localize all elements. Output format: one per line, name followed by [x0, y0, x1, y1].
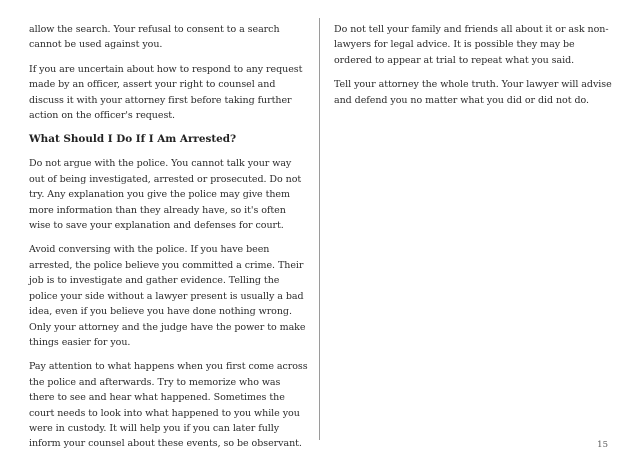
- right-paragraph-1: Do not tell your family and friends all about it or ask non-lawyers for legal advice. It is possible they may be ordered to appear at trial to repeat what you said.: [334, 24, 609, 66]
- left-paragraph-3: Do not argue with the police. You cannot talk your way out of being investigated, arrested or prosecuted. Do not try. Any explanation you give the police may give them more information than they already have, so it's often wise to save your explanation and defenses for court.: [29, 158, 302, 232]
- column-divider: [319, 18, 320, 440]
- right-column: [334, 22, 614, 117]
- section-heading: What Should I Do If I Am Arrested?: [29, 133, 237, 146]
- left-column: [29, 22, 308, 461]
- left-paragraph-2: If you are uncertain about how to respond to any request made by an officer, assert your right to counsel and discuss it with your attorney first before taking further action on the officer's request.: [29, 63, 303, 122]
- left-paragraph-4: Avoid conversing with the police. If you have been arrested, the police believe you committed a crime. Their job is to investigate and gather evidence. Telling the police your side without a lawyer present is usually a bad idea, even if you believe you have done nothing wrong. Only your attorney and the judge have the power to make things easier for you.: [29, 244, 306, 348]
- page-number: 15: [597, 440, 608, 450]
- left-paragraph-1: allow the search. Your refusal to consent to a search cannot be used against you.: [29, 24, 280, 51]
- left-paragraph-5: Pay attention to what happens when you first come across the police and afterwards. Try to memorize who was there to see and hear what happened. Sometimes the court needs to look into what happened to you while you were in custody. It will help you if you can later fully inform your counsel about these events, so be observant.: [29, 361, 308, 450]
- right-paragraph-2: Tell your attorney the whole truth. Your lawyer will advise and defend you no matter what you did or did not do.: [334, 79, 612, 106]
